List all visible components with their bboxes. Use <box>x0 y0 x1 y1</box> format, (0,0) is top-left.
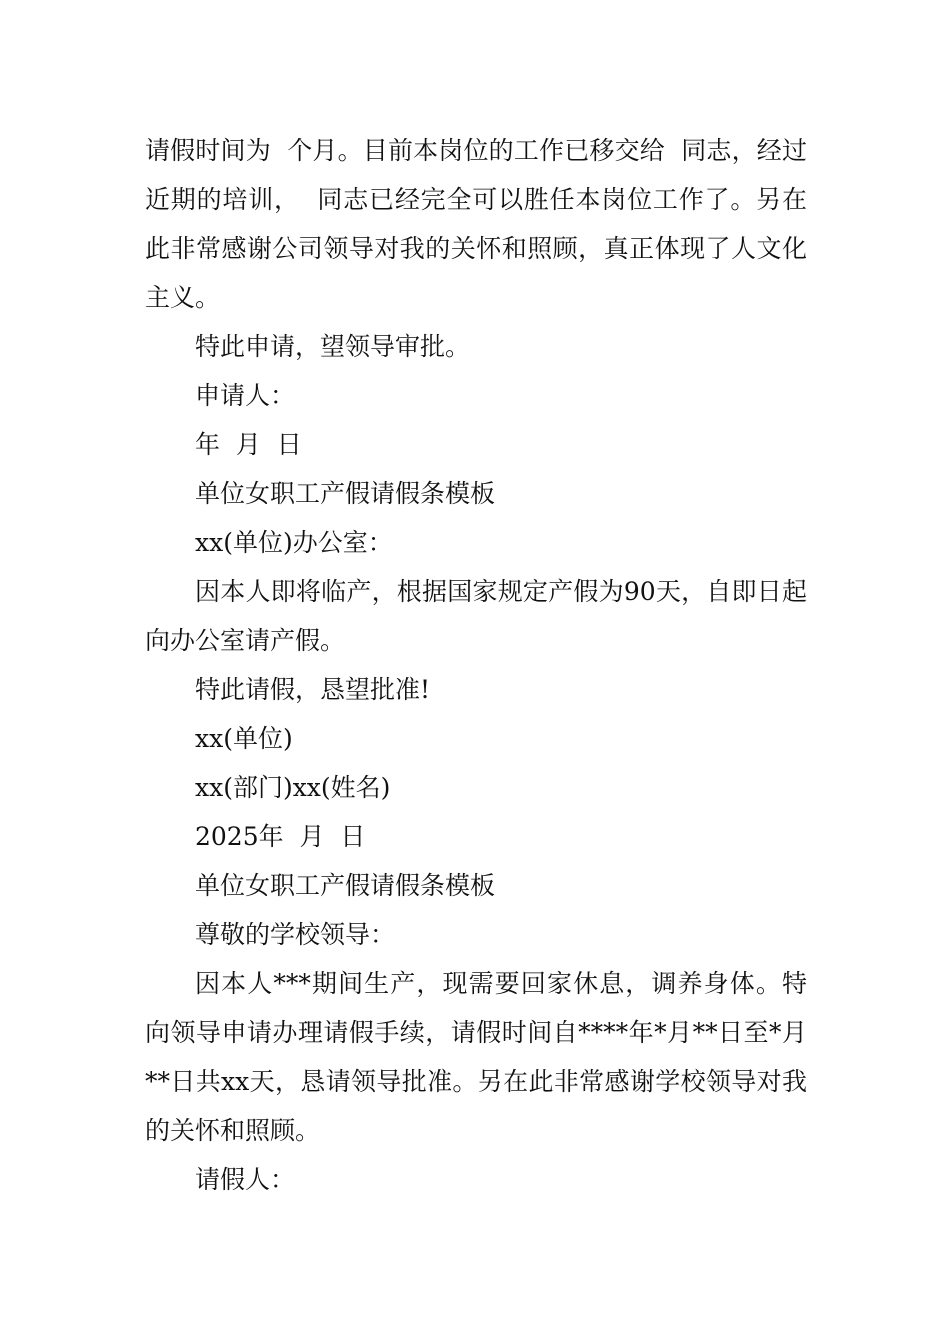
paragraph-template-title-2: 单位女职工产假请假条模板 <box>195 871 496 900</box>
paragraph-department-name: xx(部门)xx(姓名) <box>195 773 391 802</box>
paragraph-date: 年 月 日 <box>195 430 302 459</box>
paragraph-school-salutation: 尊敬的学校领导： <box>195 920 396 949</box>
paragraph-leave-duration: 请假时间为 个月。目前本岗位的工作已移交给 同志，经过近期的培训， 同志已经完全可以胜任本岗位工作了。另在此非常感谢公司领导对我的关怀和照顾，真正体现了人文化主义。 <box>145 136 807 312</box>
paragraph-date-2025: 2025年 月 日 <box>195 822 366 851</box>
paragraph-template-title-1: 单位女职工产假请假条模板 <box>195 479 496 508</box>
document-body <box>145 126 807 1204</box>
paragraph-school-body: 因本人***期间生产，现需要回家休息，调养身体。特向领导申请办理请假手续，请假时间自****年*月**日至*月**日共xx天，恳请领导批准。另在此非常感谢学校领导对我的关怀和照顾。 <box>145 969 807 1145</box>
paragraph-unit: xx(单位) <box>195 724 293 753</box>
paragraph-leave-request: 特此请假，恳望批准! <box>195 675 431 704</box>
paragraph-request-approval: 特此申请，望领导审批。 <box>195 332 471 361</box>
paragraph-office-salutation: xx(单位)办公室： <box>195 528 393 557</box>
paragraph-maternity-body: 因本人即将临产，根据国家规定产假为90天，自即日起向办公室请产假。 <box>145 577 807 655</box>
paragraph-applicant: 申请人： <box>195 381 296 410</box>
paragraph-leave-person: 请假人： <box>195 1165 296 1194</box>
